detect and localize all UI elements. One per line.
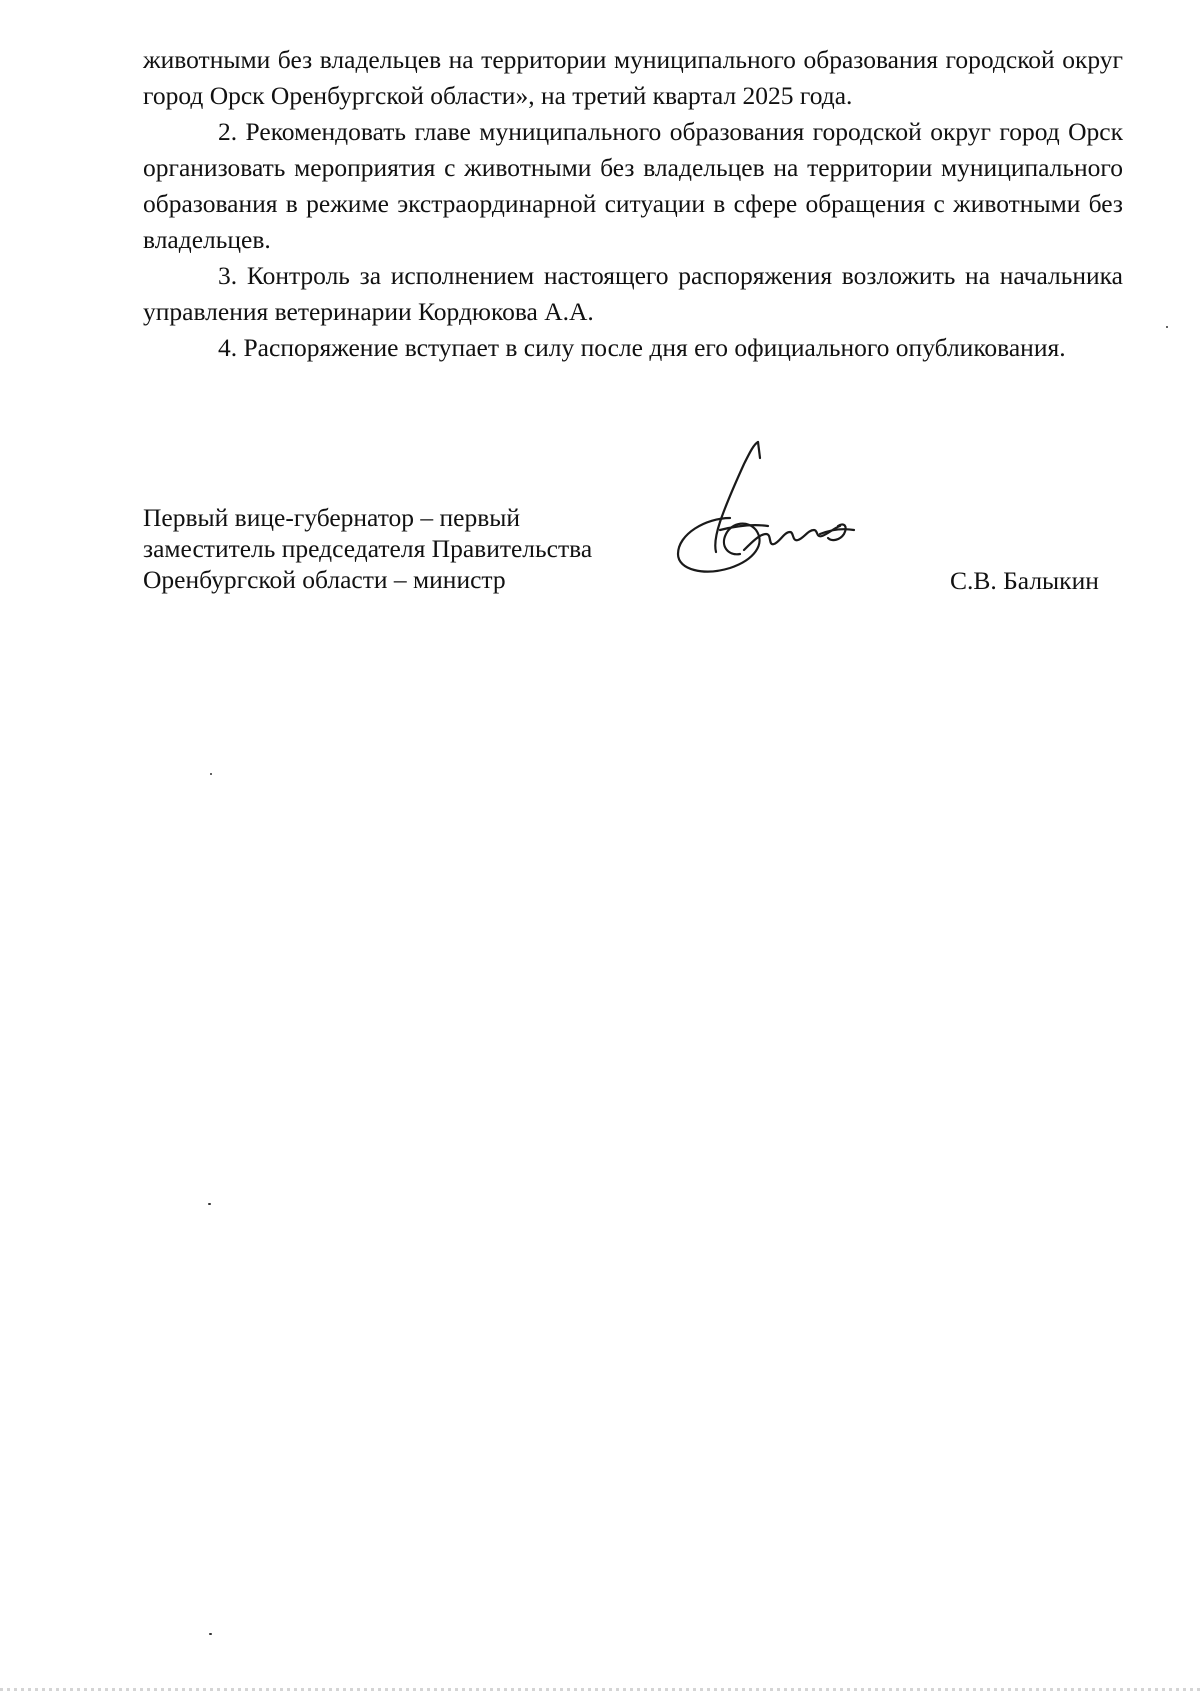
signatory-title-line: Первый вице-губернатор – первый	[143, 503, 521, 532]
paragraph-item-4: 4. Распоряжение вступает в силу после дня его официального опубликования.	[218, 333, 1066, 362]
paragraph-continuation: животными без владельцев на территории муниципального образования городской округ город Орск Оренбургской области», на третий квартал 2025 года.	[143, 45, 1123, 110]
signatory-title	[143, 502, 592, 595]
paragraph-item-3: 3. Контроль за исполнением настоящего распоряжения возложить на начальника управления ветеринарии Кордюкова А.А.	[143, 261, 1123, 326]
scan-speck	[208, 1203, 211, 1205]
document-body	[143, 42, 1123, 366]
handwritten-signature	[670, 430, 870, 600]
signatory-name: С.В. Балыкин	[950, 566, 1099, 595]
scan-speck	[1166, 326, 1168, 328]
scan-speck	[209, 1633, 212, 1635]
paragraph-item-2: 2. Рекомендовать главе муниципального образования городской округ город Орск организовать мероприятия с животными без владельцев на территории муниципального образования в режиме экстраординарной ситуации в сфере обращения с животными без владельцев.	[143, 117, 1123, 254]
signatory-title-line: заместитель председателя Правительства	[143, 534, 593, 563]
scan-edge-noise	[0, 1688, 1200, 1691]
signatory-title-line: Оренбургской области – министр	[143, 565, 506, 594]
scan-speck	[210, 773, 212, 775]
